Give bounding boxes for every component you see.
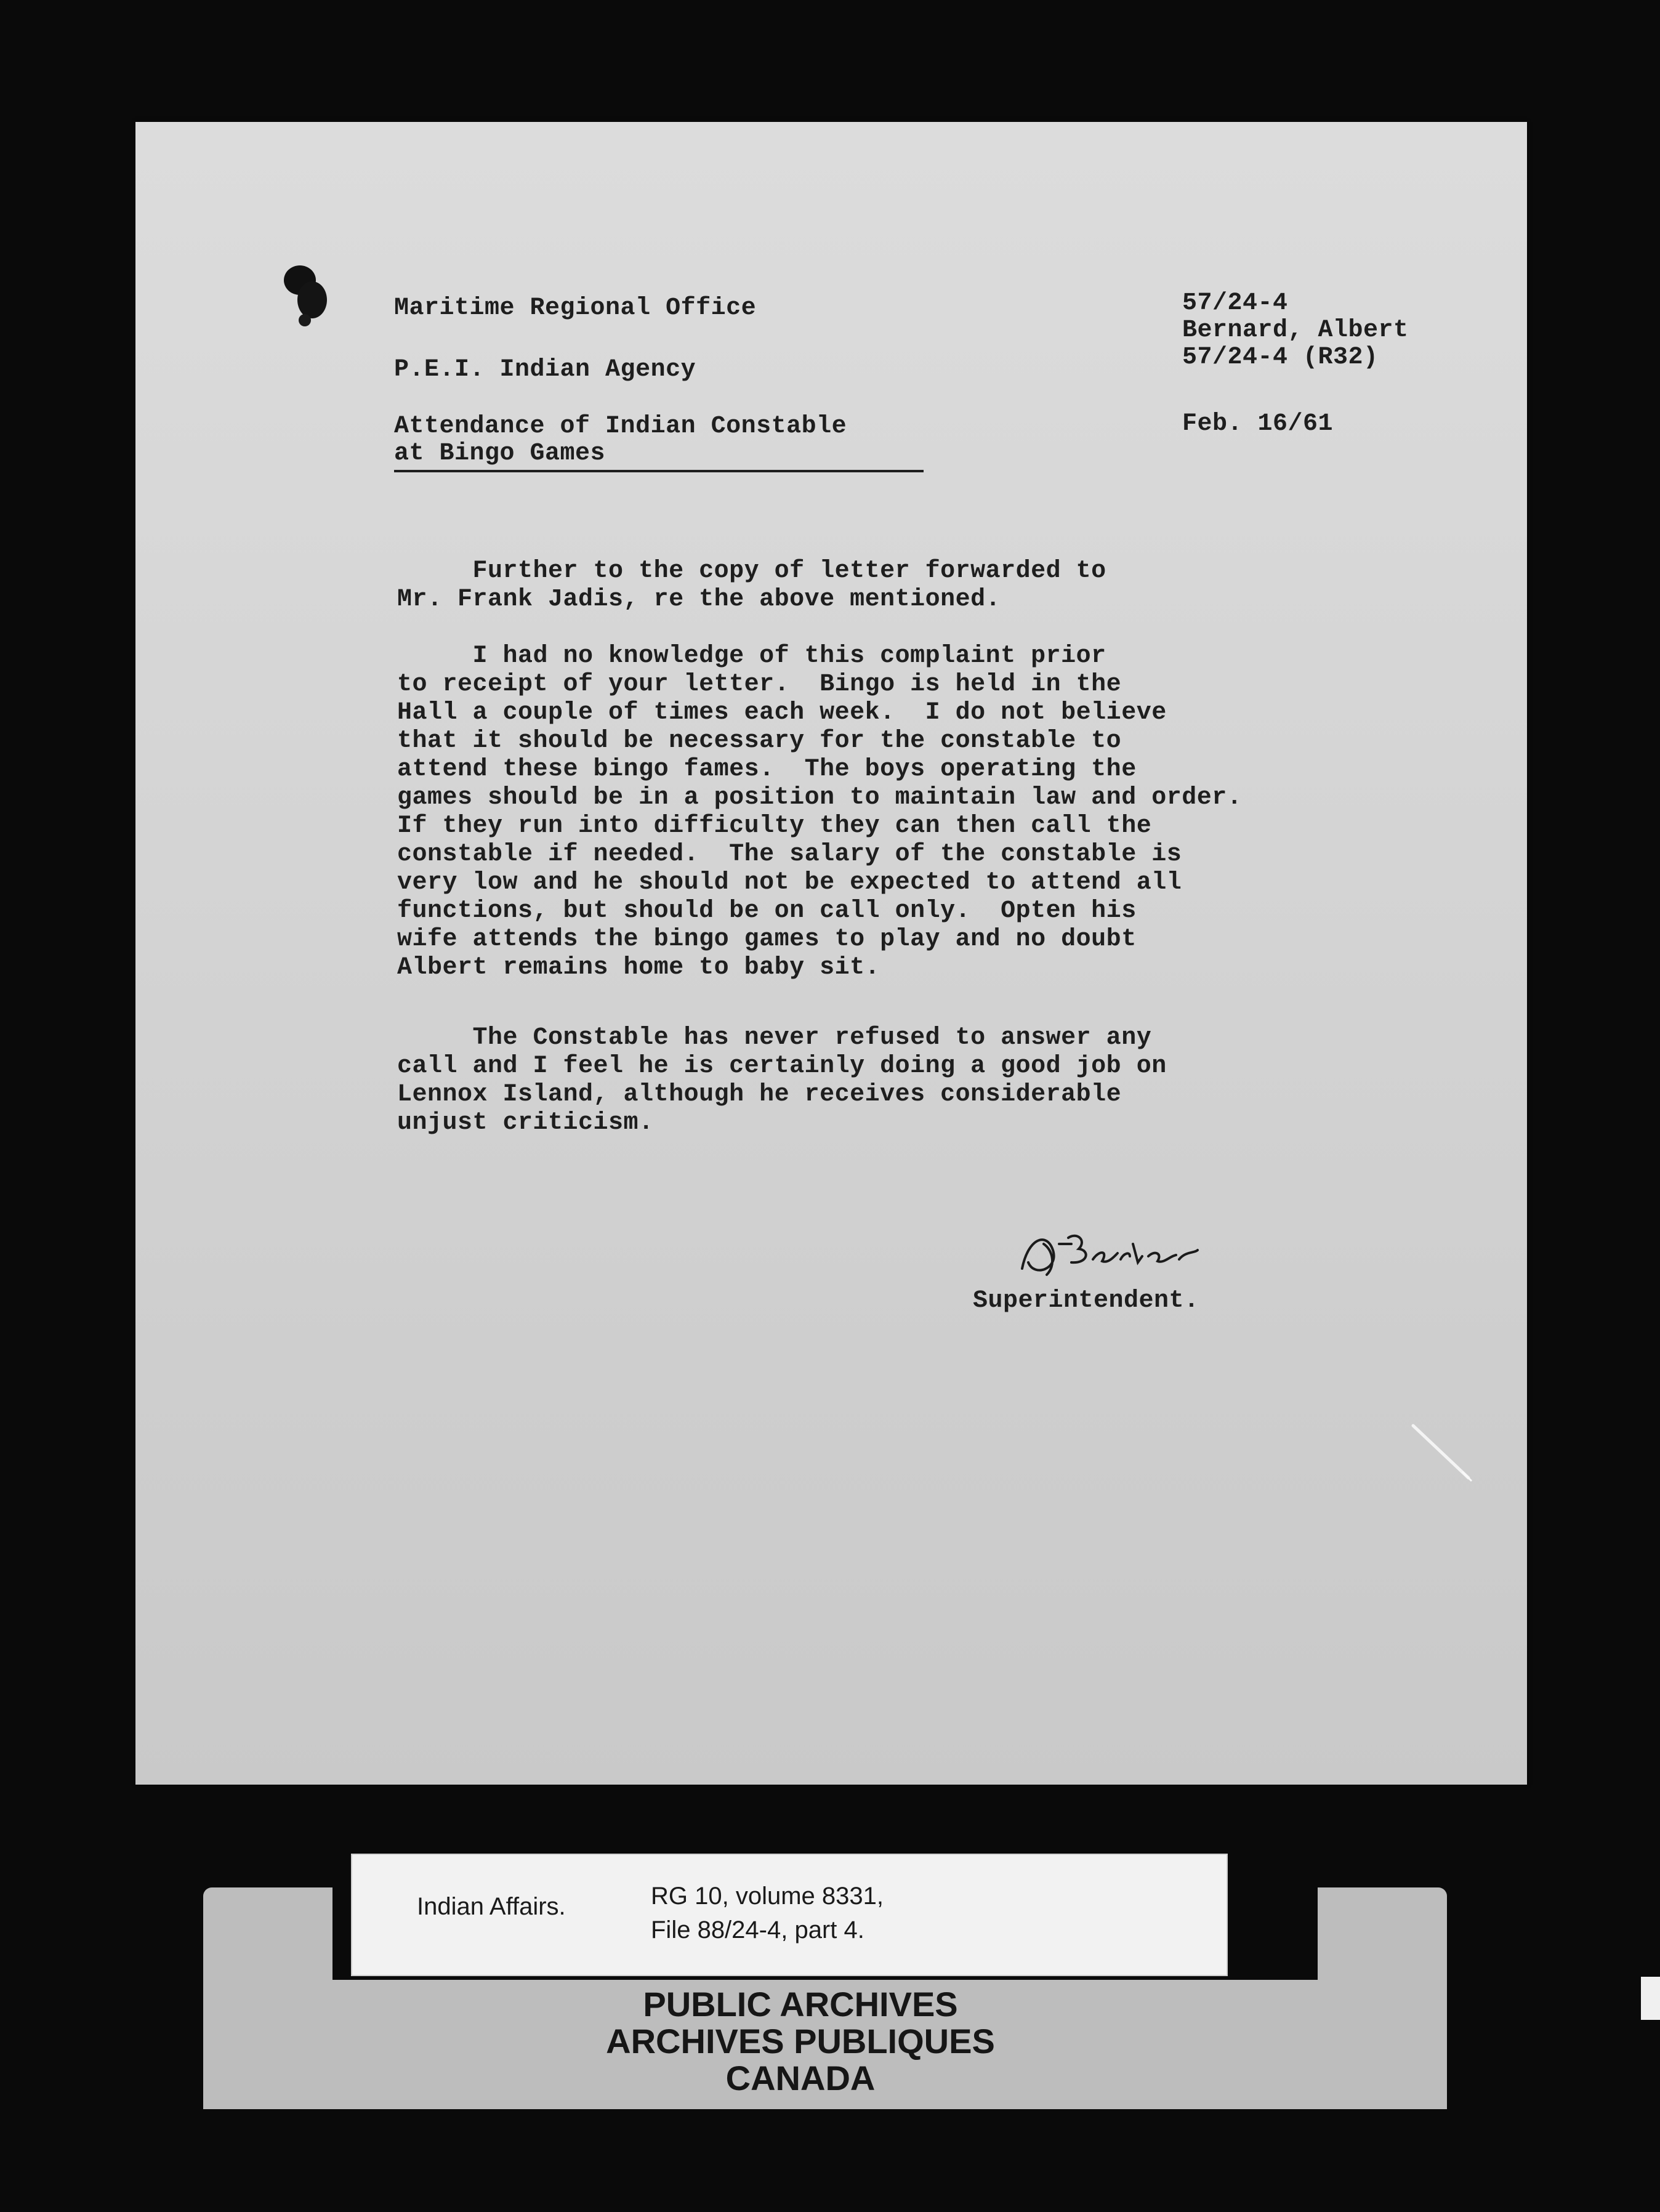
body-line: Lennox Island, although he receives considerable xyxy=(397,1081,1122,1108)
body-line: unjust criticism. xyxy=(397,1109,654,1137)
archive-stamp-line-3: CANADA xyxy=(725,2059,876,2097)
body-line: Albert remains home to baby sit. xyxy=(397,954,880,982)
archive-stamp-line-2: ARCHIVES PUBLIQUES xyxy=(606,2022,995,2061)
body-line: Hall a couple of times each week. I do not believe xyxy=(397,699,1167,727)
card-fonds: Indian Affairs. xyxy=(417,1893,566,1920)
body-line: I had no knowledge of this complaint prior xyxy=(397,642,1106,670)
letter-date: Feb. 16/61 xyxy=(1182,410,1334,438)
card-ref-line-1: RG 10, volume 8331, xyxy=(651,1883,884,1910)
subject-person: Bernard, Albert xyxy=(1182,317,1409,344)
file-ref: 57/24-4 xyxy=(1182,289,1288,317)
signature-title: Superintendent. xyxy=(973,1287,1199,1315)
body-line: call and I feel he is certainly doing a good job on xyxy=(397,1052,1167,1080)
body-line: If they run into difficulty they can then call the xyxy=(397,812,1152,840)
card-ref-line-2: File 88/24-4, part 4. xyxy=(651,1916,864,1944)
handwritten-signature xyxy=(1010,1225,1207,1281)
body-line: very low and he should not be expected to attend all xyxy=(397,869,1182,897)
body-line: functions, but should be on call only. Opten his xyxy=(397,897,1137,925)
subject-underline xyxy=(394,470,924,472)
office-name: Maritime Regional Office xyxy=(394,294,757,322)
subject-line-1: Attendance of Indian Constable xyxy=(394,413,847,440)
body-line: wife attends the bingo games to play and no doubt xyxy=(397,926,1137,953)
agency-name: P.E.I. Indian Agency xyxy=(394,356,696,384)
film-edge-mark xyxy=(1641,1977,1660,2020)
file-ref-2: 57/24-4 (R32) xyxy=(1182,344,1379,371)
archive-stamp-line-1: PUBLIC ARCHIVES xyxy=(643,1985,958,2024)
film-scratch xyxy=(1410,1423,1478,1484)
body-line: Mr. Frank Jadis, re the above mentioned. xyxy=(397,586,1001,613)
subject-line-2: at Bingo Games xyxy=(394,440,606,467)
body-line: Further to the copy of letter forwarded to xyxy=(397,557,1106,585)
body-line: games should be in a position to maintain law and order. xyxy=(397,784,1243,812)
body-line: to receipt of your letter. Bingo is held in the xyxy=(397,671,1122,698)
body-line: The Constable has never refused to answer any xyxy=(397,1024,1152,1052)
body-line: constable if needed. The salary of the constable is xyxy=(397,841,1182,868)
archive-label-card xyxy=(351,1854,1228,1976)
body-line: attend these bingo fames. The boys operating the xyxy=(397,756,1137,783)
body-line: that it should be necessary for the constable to xyxy=(397,727,1122,755)
ink-blot xyxy=(280,262,329,329)
